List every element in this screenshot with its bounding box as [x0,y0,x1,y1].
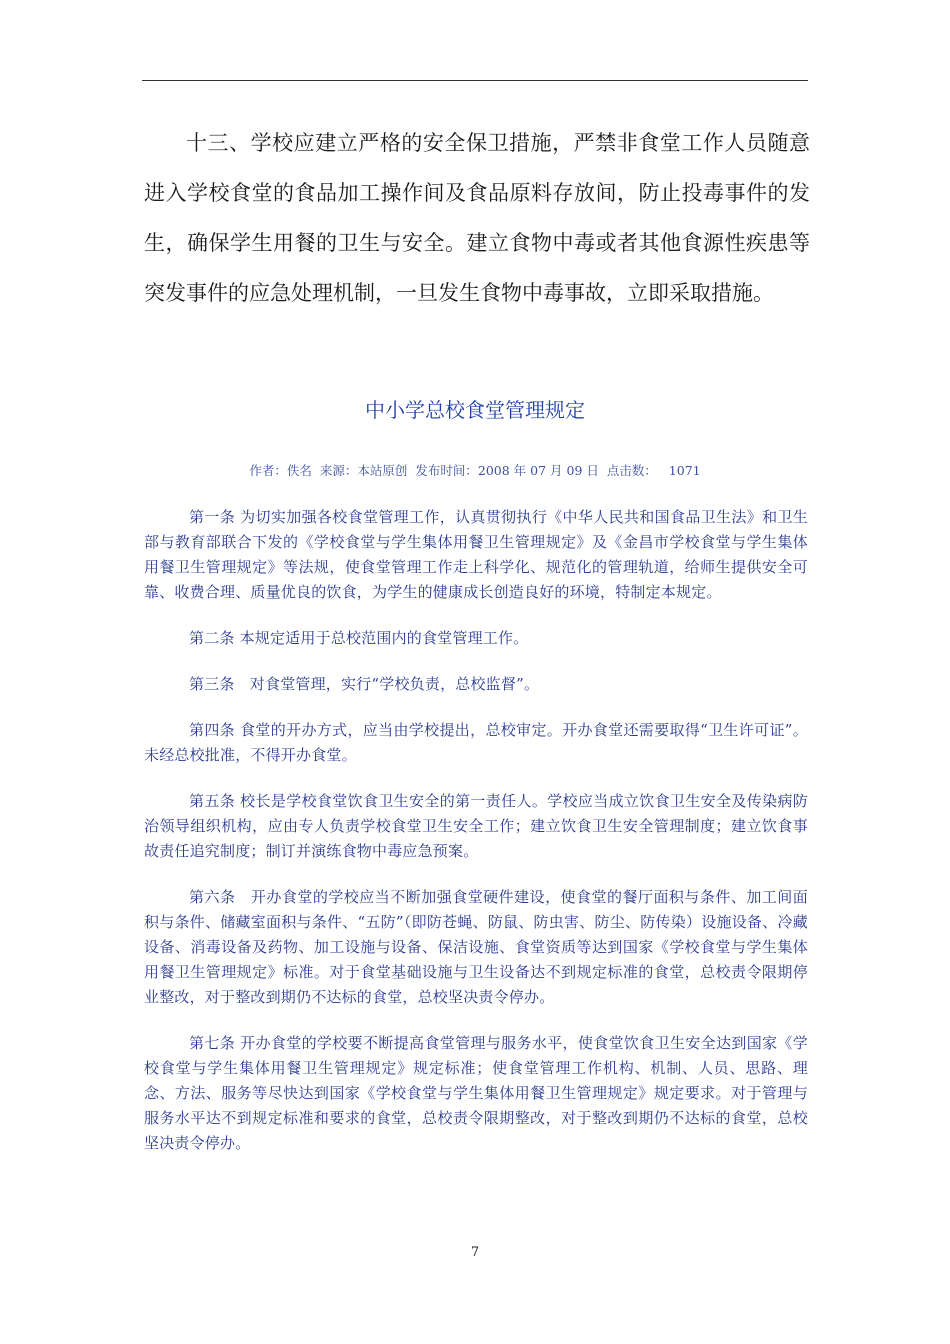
header-rule [142,80,808,81]
article-paragraph: 第五条 校长是学校食堂饮食卫生安全的第一责任人。学校应当成立饮食卫生安全及传染病防治领导组织机构，应由专人负责学校食堂卫生安全工作；建立饮食卫生安全管理制度；建立饮食事故责任追究制度；制订并演练食物中毒应急预案。 [144,792,808,860]
meta-hits-label: 点击数： [606,463,657,478]
article-paragraph: 第三条 对食堂管理，实行“学校负责，总校监督”。 [189,675,540,693]
article-paragraph: 第七条 开办食堂的学校要不断提高食堂管理与服务水平，使食堂饮食卫生安全达到国家《学校食堂与学生集体用餐卫生管理规定》规定标准；使食堂管理工作机构、机制、人员、思路、理念、方法、服务等尽快达到国家《学校食堂与学生集体用餐卫生管理规定》规定要求。对于管理与服务水平达不到规定标准和要求的食堂，总校责令限期整改，对于整改到期仍不达标的食堂，总校坚决责令停办。 [144,1034,808,1152]
article-paragraph: 第六条 开办食堂的学校应当不断加强食堂硬件建设，使食堂的餐厅面积与条件、加工间面积与条件、储藏室面积与条件、“五防”（即防苍蝇、防鼠、防虫害、防尘、防传染）设施设备、冷藏设备、消毒设备及药物、加工设施与设备、保洁设施、食堂资质等达到国家《学校食堂与学生集体用餐卫生管理规定》标准。对于食堂基础设施与卫生设备达不到规定标准的食堂，总校责令限期停业整改，对于整改到期仍不达标的食堂，总校坚决责令停办。 [144,888,808,1006]
meta-hits [607,463,701,478]
article-body [144,505,808,1177]
article-meta [0,461,950,479]
meta-published: 发布时间：2008 年 07 月 09 日 [415,463,599,478]
section-intro-paragraph: 十三、学校应建立严格的安全保卫措施，严禁非食堂工作人员随意进入学校食堂的食品加工操作间及食品原料存放间，防止投毒事件的发生，确保学生用餐的卫生与安全。建立食物中毒或者其他食源性疾患等突发事件的应急处理机制，一旦发生食物中毒事故，立即采取措施。 [144,131,810,305]
article-paragraph: 第一条 为切实加强各校食堂管理工作，认真贯彻执行《中华人民共和国食品卫生法》和卫生部与教育部联合下发的《学校食堂与学生集体用餐卫生管理规定》及《金昌市学校食堂与学生集体用餐卫生管理规定》等法规，使食堂管理工作走上科学化、规范化的管理轨道，给师生提供安全可靠、收费合理、质量优良的饮食，为学生的健康成长创造良好的环境，特制定本规定。 [144,508,808,601]
page-number: 7 [470,1245,480,1260]
article-title: 中小学总校食堂管理规定 [365,398,585,422]
meta-source: 来源：本站原创 [319,463,408,478]
meta-hits-value: 1071 [668,463,701,478]
article-paragraph: 第四条 食堂的开办方式，应当由学校提出，总校审定。开办食堂还需要取得“卫生许可证”。未经总校批准，不得开办食堂。 [144,721,808,764]
meta-author: 作者：佚名 [249,463,312,478]
article-paragraph: 第二条 本规定适用于总校范围内的食堂管理工作。 [189,629,529,647]
